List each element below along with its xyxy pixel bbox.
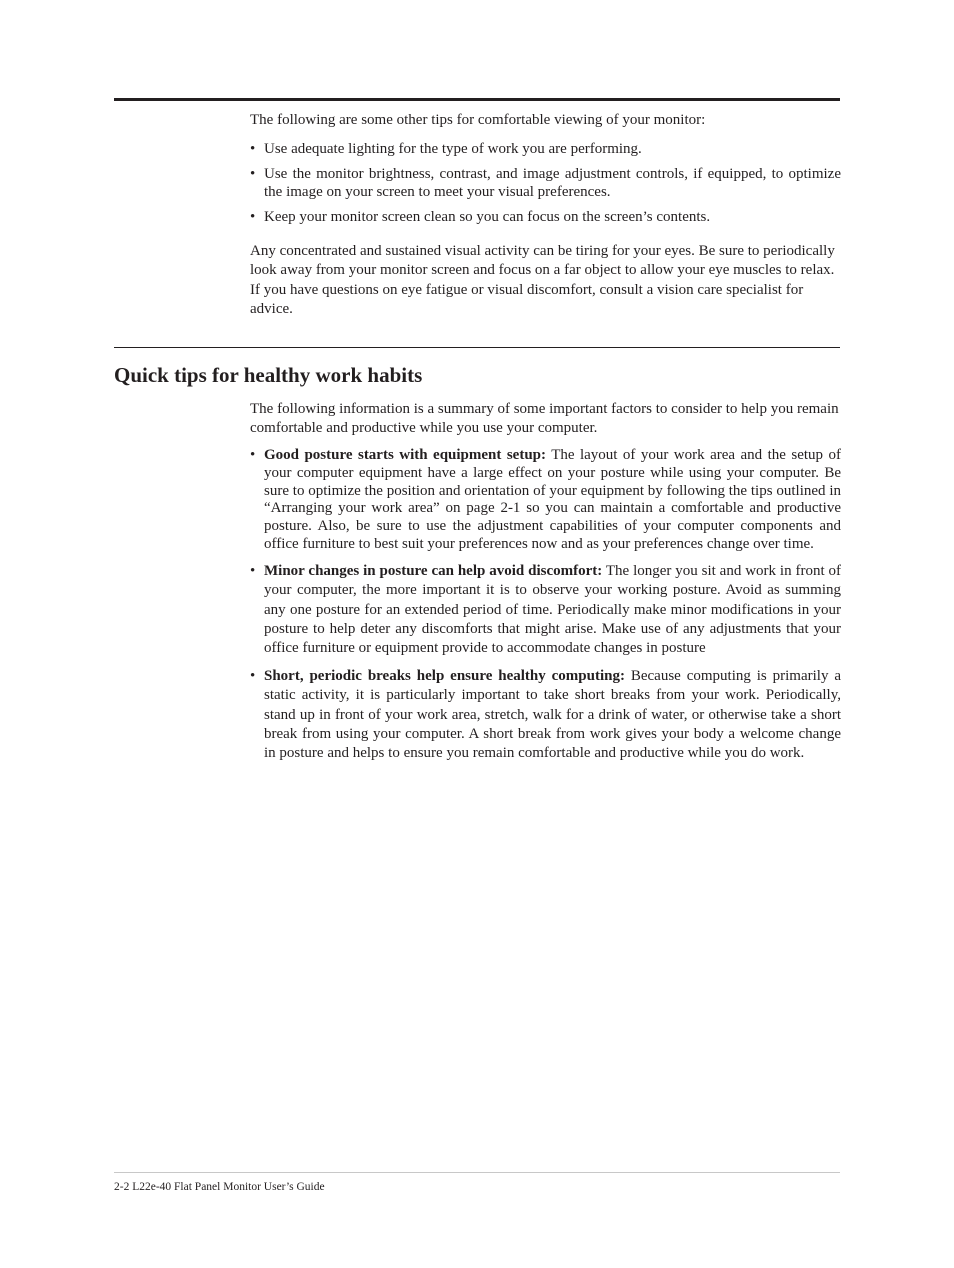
list-item — [250, 140, 841, 158]
list-item — [250, 208, 841, 226]
habit-lead: Good posture starts with equipment setup: — [264, 447, 547, 463]
bullet-icon: • — [250, 166, 256, 182]
tip-text: Use the monitor brightness, contrast, and image adjustment controls, if equipped, to optimize the image on your screen to meet your visual preferences. — [264, 166, 841, 200]
habit-lead: Minor changes in posture can help avoid discomfort: — [264, 562, 603, 579]
habit-text: Because computing is primarily a static activity, it is particularly important to take short breaks from your work. Periodically, stand up in front of your work area, stretch, walk for a drink of water, or otherwise take a short break from using your computer. A short break from work gives your body a welcome change in posture and helps to ensure you remain comfortable and productive while you do work. — [264, 667, 841, 762]
page-footer: 2-2 L22e-40 Flat Panel Monitor User’s Guide — [114, 1181, 325, 1193]
habit-text: The layout of your work area and the setup of your computer equipment have a large effect on your posture while using your computer. Be sure to optimize the position and orientation of your equipment by following the tips outlined in “Arranging your work area” on page 2-1 so you can maintain a comfortable and productive posture. Also, be sure to use the adjustment capabilities of your computer components and office furniture to best suit your preferences now and as your preferences change over time. — [264, 447, 842, 552]
habit-text: The longer you sit and work in front of your computer, the more important it is to observe your working posture. Avoid as summing any one posture for an extended period of time. Periodically make minor modifications in your posture to help deter any discomforts that might arise. Make use of any adjustments that your office furniture or equipment provide to accommodate changes in posture — [264, 562, 841, 657]
footer-rule — [114, 1172, 840, 1173]
tips-intro: The following are some other tips for comfortable viewing of your monitor: — [250, 112, 706, 128]
list-item — [250, 562, 841, 659]
list-item — [250, 447, 841, 554]
list-item — [250, 165, 841, 201]
viewing-tips-list — [250, 140, 841, 233]
habits-list — [250, 447, 841, 772]
bullet-icon: • — [250, 667, 256, 684]
top-rule — [114, 98, 840, 101]
list-item — [250, 667, 841, 764]
section-intro: The following information is a summary of some important factors to consider to help you remain comfortable and productive while you use your computer. — [250, 401, 839, 437]
tip-text: Keep your monitor screen clean so you can focus on the screen’s contents. — [264, 209, 711, 225]
eye-fatigue-paragraph: Any concentrated and sustained visual activity can be tiring for your eyes. Be sure to periodically look away from your monitor screen and focus on a far object to allow your eye muscles to relax. If you have questions on eye fatigue or visual discomfort, consult a vision care specialist for advice. — [250, 243, 835, 318]
bullet-icon: • — [250, 562, 256, 579]
tip-text: Use adequate lighting for the type of work you are performing. — [264, 141, 642, 157]
bullet-icon: • — [250, 141, 256, 157]
section-rule — [114, 347, 840, 348]
habit-lead: Short, periodic breaks help ensure healthy computing: — [264, 667, 625, 684]
bullet-icon: • — [250, 447, 256, 463]
section-title: Quick tips for healthy work habits — [114, 363, 423, 387]
bullet-icon: • — [250, 209, 256, 225]
